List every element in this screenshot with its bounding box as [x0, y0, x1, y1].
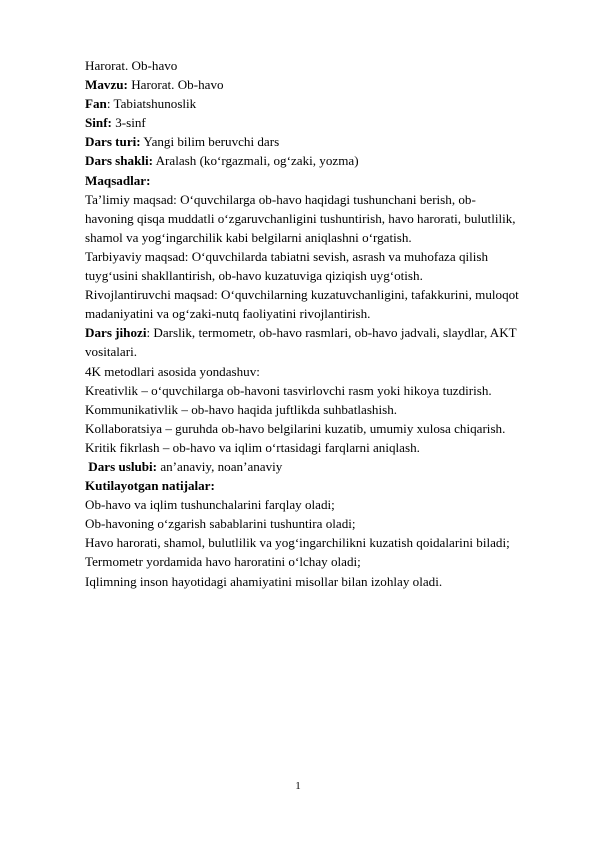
dars-uslubi-line [85, 457, 545, 476]
dars-shakli-label: Dars shakli: [85, 153, 154, 169]
kreativlik-line: Kreativlik – o‘quvchilarga ob-havoni tasvirlovchi rasm yoki hikoya tuzdirish. [85, 382, 492, 398]
dars-shakli-value: Aralash (ko‘rgazmali, og‘zaki, yozma) [153, 153, 359, 169]
natijalar-heading: Kutilayotgan natijalar: [85, 478, 215, 494]
sinf-line [85, 113, 545, 132]
sinf-label: Sinf: [85, 115, 112, 131]
kritik-fikrlash-line: Kritik fikrlash – ob-havo va iqlim o‘rtasidagi farqlarni aniqlash. [85, 439, 420, 455]
dars-jihozi-value: : Darslik, termometr, ob-havo rasmlari, ob-havo jadvali, slaydlar, AKT [146, 325, 517, 341]
topic-line: Harorat. Ob-havo [85, 58, 178, 73]
dars-turi-label: Dars turi: [85, 134, 141, 150]
fan-label: Fan [85, 96, 107, 112]
fan-value: : Tabiatshunoslik [106, 96, 197, 112]
kommunikativlik-line: Kommunikativlik – ob-havo haqida juftlikda suhbatlashish. [85, 401, 398, 417]
fan-line [85, 94, 545, 113]
mavzu-value: Harorat. Ob-havo [127, 77, 224, 93]
talimiy-line-1: Ta’limiy maqsad: O‘quvchilarga ob-havo haqidagi tushunchani berish, ob- [85, 191, 476, 207]
dars-turi-value: Yangi bilim beruvchi dars [140, 134, 280, 150]
dars-shakli-line [85, 151, 545, 170]
dars-uslubi-value: an’anaviy, noan’anaviy [157, 458, 283, 474]
page-number: 1 [295, 780, 301, 792]
metod-heading: 4K metodlari asosida yondashuv: [85, 363, 260, 379]
mavzu-line [85, 75, 545, 94]
natija-item-2: Ob-havoning o‘zgarish sabablarini tushuntira oladi; [85, 516, 356, 532]
mavzu-label: Mavzu: [85, 77, 128, 93]
talimiy-line-2: havoning qisqa muddatli o‘zgaruvchanligini tushuntirish, havo harorati, bulutlilik, [85, 210, 516, 226]
dars-uslubi-label: Dars uslubi: [85, 458, 158, 474]
tarbiyaviy-line-2: tuyg‘usini shakllantirish, ob-havo kuzatuviga qiziqish uyg‘otish. [85, 268, 423, 284]
sinf-value: 3-sinf [111, 115, 146, 131]
natija-item-5: Iqlimning inson hayotidagi ahamiyatini misollar bilan izohlay oladi. [85, 573, 443, 589]
natija-item-4: Termometr yordamida havo haroratini o‘lchay oladi; [85, 554, 361, 570]
dars-jihozi-line-1 [85, 323, 545, 342]
dars-turi-line [85, 132, 545, 151]
talimiy-line-3: shamol va yog‘ingarchilik kabi belgilarni aniqlashni o‘rgatish. [85, 229, 412, 245]
document-body [85, 56, 545, 591]
dars-jihozi-label: Dars jihozi [85, 325, 147, 341]
tarbiyaviy-line-1: Tarbiyaviy maqsad: O‘quvchilarda tabiatni sevish, asrash va muhofaza qilish [85, 248, 489, 264]
kollaboratsiya-line: Kollaboratsiya – guruhda ob-havo belgilarini kuzatib, umumiy xulosa chiqarish. [85, 420, 506, 436]
rivojlantiruvchi-line-1: Rivojlantiruvchi maqsad: O‘quvchilarning kuzatuvchanligini, tafakkurini, muloqot [85, 287, 519, 303]
rivojlantiruvchi-line-2: madaniyatini va og‘zaki-nutq faoliyatini rivojlantirish. [85, 306, 371, 322]
maqsadlar-heading: Maqsadlar: [85, 172, 151, 188]
natija-item-3: Havo harorati, shamol, bulutlilik va yog‘ingarchilikni kuzatish qoidalarini biladi; [85, 535, 510, 551]
natija-item-1: Ob-havo va iqlim tushunchalarini farqlay oladi; [85, 497, 335, 513]
dars-jihozi-line-2: vositalari. [85, 344, 137, 360]
